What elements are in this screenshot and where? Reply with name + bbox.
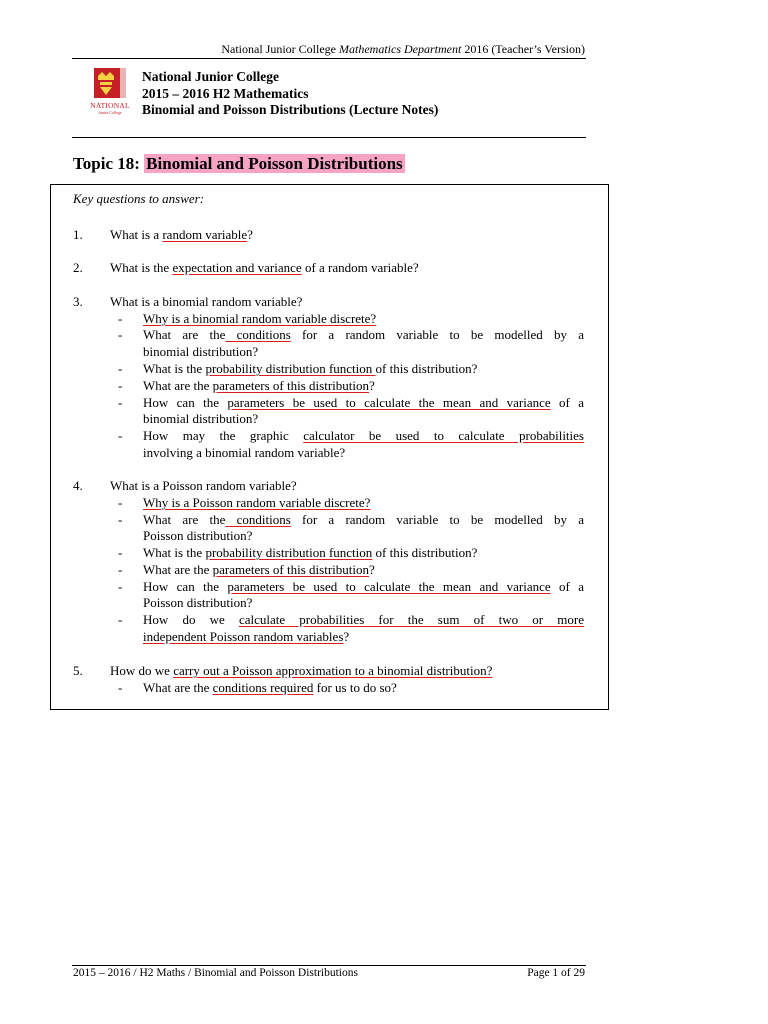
question-4-number: 4. xyxy=(73,478,83,493)
dash: - xyxy=(118,428,123,443)
dash: - xyxy=(118,327,123,342)
title-rule xyxy=(72,137,586,138)
dash: - xyxy=(118,680,123,695)
dash: - xyxy=(118,562,123,577)
annotated-phrase: calculate probabilities for the sum of two or more xyxy=(238,612,584,627)
question-4-sub-2: What are the conditions for a random variable to be modelled by a xyxy=(143,512,584,527)
topic-highlight: Binomial and Poisson Distributions xyxy=(146,154,403,173)
dash: - xyxy=(118,361,123,376)
question-2: What is the expectation and variance of a random variable? xyxy=(110,260,419,275)
question-3: What is a binomial random variable? xyxy=(110,294,303,309)
question-4-sub-5: How can the parameters be used to calculate the mean and variance of a xyxy=(143,579,584,594)
question-3-sub-2: What are the conditions for a random variable to be modelled by a xyxy=(143,327,584,342)
footer-page-number: Page 1 of 29 xyxy=(527,967,585,979)
annotated-phrase: conditions required xyxy=(212,680,314,695)
question-3-sub-6-cont: involving a binomial random variable? xyxy=(143,445,346,460)
topic-heading xyxy=(73,154,405,174)
annotated-phrase: parameters of this distribution xyxy=(212,562,369,577)
question-3-sub-4: What are the parameters of this distribution? xyxy=(143,378,375,393)
question-4-sub-2-cont: Poisson distribution? xyxy=(143,528,253,543)
title-course: 2015 – 2016 H2 Mathematics xyxy=(142,86,309,101)
dash: - xyxy=(118,395,123,410)
question-3-sub-5-cont: binomial distribution? xyxy=(143,411,259,426)
annotated-phrase: independent Poisson random variables xyxy=(143,629,344,644)
running-header-prefix: National Junior College xyxy=(221,42,339,56)
question-2-number: 2. xyxy=(73,260,83,275)
question-3-number: 3. xyxy=(73,294,83,309)
dash: - xyxy=(118,378,123,393)
title-college: National Junior College xyxy=(142,69,280,84)
title-notes: Binomial and Poisson Distributions (Lecture Notes) xyxy=(142,102,439,117)
dash: - xyxy=(118,311,123,326)
footer-rule xyxy=(72,965,586,966)
question-3-sub-5: How can the parameters be used to calculate the mean and variance of a xyxy=(143,395,584,410)
header-rule xyxy=(72,58,586,59)
annotated-phrase: Why is a Poisson random variable discrete? xyxy=(143,495,371,510)
question-3-sub-2-cont: binomial distribution? xyxy=(143,344,259,359)
annotated-phrase: conditions xyxy=(225,512,291,527)
question-1: What is a random variable? xyxy=(110,227,253,242)
annotated-phrase: random variable xyxy=(162,227,248,242)
dash: - xyxy=(118,612,123,627)
question-4-sub-5-cont: Poisson distribution? xyxy=(143,595,253,610)
running-header xyxy=(72,42,585,58)
question-1-number: 1. xyxy=(73,227,83,242)
annotated-phrase: carry out a Poisson approximation to a binomial distribution? xyxy=(173,663,493,678)
running-header-dept: Mathematics Department xyxy=(339,42,462,56)
question-4-sub-3: What is the probability distribution function of this distribution? xyxy=(143,545,478,560)
footer-course-info: 2015 – 2016 / H2 Maths / Binomial and Poisson Distributions xyxy=(73,967,358,979)
annotated-phrase: conditions xyxy=(225,327,291,342)
key-questions-intro: Key questions to answer: xyxy=(73,191,205,206)
logo-caption: NATIONAL xyxy=(90,101,130,110)
running-header-suffix: 2016 (Teacher’s Version) xyxy=(461,42,585,56)
dash: - xyxy=(118,545,123,560)
dash: - xyxy=(118,579,123,594)
annotated-phrase: parameters of this distribution xyxy=(212,378,369,393)
question-3-sub-1 xyxy=(143,310,376,327)
question-4-sub-4: What are the parameters of this distribution? xyxy=(143,562,375,577)
annotated-phrase: calculator be used to calculate probabilities xyxy=(303,428,584,443)
annotated-phrase: Why is a binomial random variable discrete? xyxy=(143,311,377,326)
question-5: How do we carry out a Poisson approximation to a binomial distribution? xyxy=(110,663,493,678)
question-3-sub-3: What is the probability distribution function of this distribution? xyxy=(143,361,478,376)
question-3-sub-6: How may the graphic calculator be used to calculate probabilities xyxy=(143,428,584,443)
question-4-sub-6: How do we calculate probabilities for the sum of two or more xyxy=(143,612,584,627)
annotated-phrase: parameters be used to calculate the mean and variance xyxy=(227,579,551,594)
annotated-phrase: expectation and variance xyxy=(172,260,302,275)
question-5-number: 5. xyxy=(73,663,83,678)
question-4-sub-1 xyxy=(143,494,370,511)
dash: - xyxy=(118,495,123,510)
logo-subcaption: Junior College xyxy=(98,110,122,115)
question-4: What is a Poisson random variable? xyxy=(110,478,297,493)
annotated-phrase: probability distribution function xyxy=(205,361,376,376)
question-4-sub-6-cont: independent Poisson random variables? xyxy=(143,629,350,644)
annotated-phrase: parameters be used to calculate the mean and variance xyxy=(227,395,551,410)
dash: - xyxy=(118,512,123,527)
topic-prefix: Topic 18: xyxy=(73,154,145,173)
annotated-phrase: probability distribution function xyxy=(205,545,373,560)
question-5-sub-1: What are the conditions required for us to do so? xyxy=(143,680,397,695)
